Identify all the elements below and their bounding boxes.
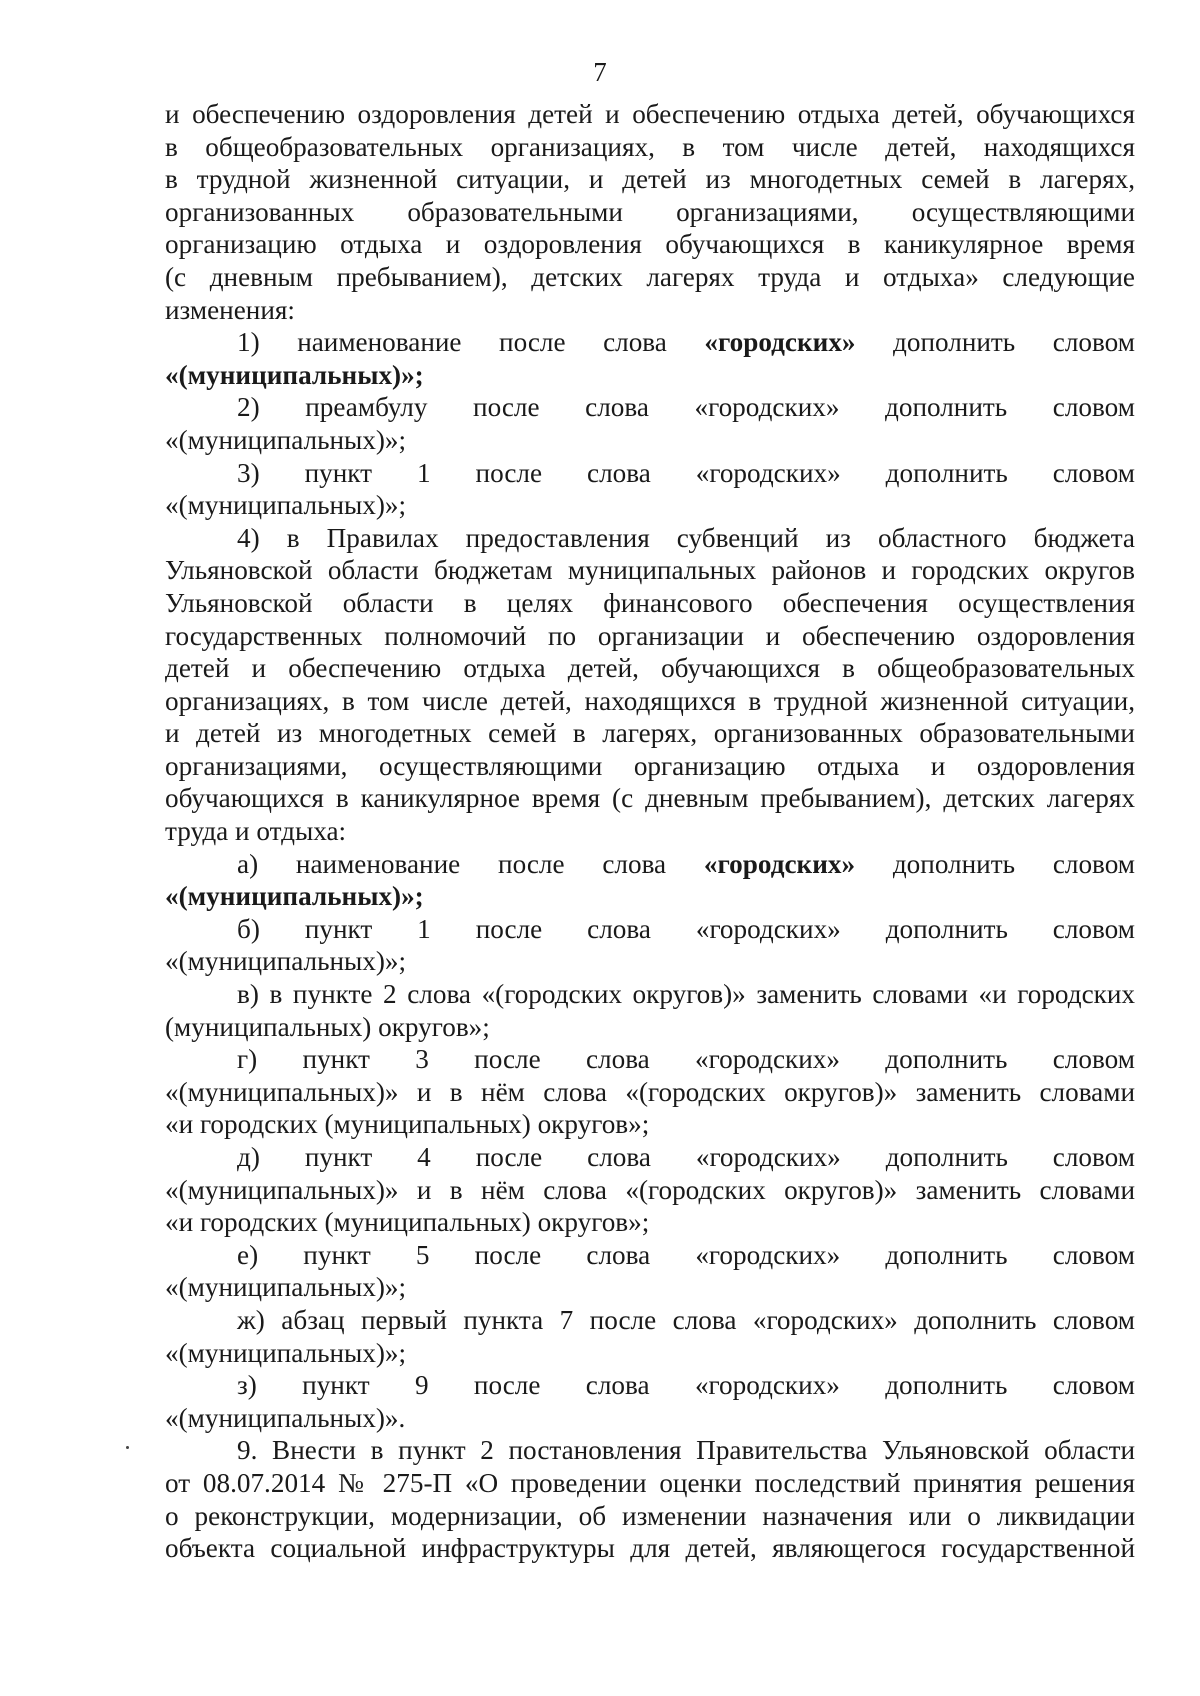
item-tail: «(муниципальных)»; <box>165 424 407 455</box>
item-tail: «(муниципальных)». <box>165 1402 406 1433</box>
item-word: 1) <box>237 327 260 358</box>
item-word: д) <box>237 1142 260 1172</box>
item-word: 3 <box>415 1044 429 1075</box>
page-number: 7 <box>593 57 607 87</box>
section-9-line: о реконструкции, модернизации, об изменении назначения или о ликвидации <box>165 1500 1135 1531</box>
item-word: слова <box>585 392 649 423</box>
intro-line: и обеспечению оздоровления детей и обеспечению отдыха детей, обучающихся <box>165 99 1135 129</box>
item-word: наименование <box>295 848 461 879</box>
amendment-item-4-line: Ульяновской области в целях финансового обеспечения осуществления <box>165 587 1135 618</box>
item-word: б) <box>237 913 260 944</box>
item-word: слова <box>587 1142 651 1172</box>
amendment-item-4-line: организациями, осуществляющими организацию отдыха и оздоровления <box>165 750 1135 781</box>
section-9-line: 9. Внести в пункт 2 постановления Правительства Ульяновской области <box>237 1435 1135 1466</box>
item-word: дополнить <box>885 457 1008 488</box>
subitem-g <box>165 1043 1135 1076</box>
item-word: «городских» <box>695 457 841 488</box>
item-word: после <box>475 1142 543 1172</box>
item-word: дополнить <box>885 1142 1008 1172</box>
item-word: после <box>499 327 566 358</box>
item-word: после <box>473 1370 541 1401</box>
item-word: словом <box>1052 457 1135 488</box>
item-word: 1 <box>417 913 431 944</box>
item-word: «городских» <box>694 1370 840 1401</box>
item-word: дополнить <box>885 392 1008 423</box>
item-word: а) <box>237 848 259 879</box>
subitem-v-line: (муниципальных) округов»; <box>165 1011 490 1042</box>
item-word: пункт <box>303 1239 371 1270</box>
item-word: слова <box>603 327 667 358</box>
item-tail: «(муниципальных)»; <box>165 490 407 521</box>
item-word: пункт <box>304 913 373 944</box>
scan-speck <box>126 1446 129 1449</box>
item-word: пункт <box>302 1044 370 1075</box>
subitem-g-line: «(муниципальных)» и в нём слова «(городских округов)» заменить словами <box>165 1076 1135 1107</box>
item-word: слова <box>587 913 651 944</box>
item-word: слова <box>587 457 651 488</box>
subitem-d <box>165 1141 1135 1174</box>
item-word: «городских» <box>695 1044 840 1075</box>
item-word: после <box>498 848 565 879</box>
item-word: «городских» <box>695 913 841 944</box>
intro-line: в общеобразовательных организациях, в том числе детей, находящихся <box>165 131 1135 162</box>
item-word: словом <box>1052 1370 1135 1401</box>
item-word: дополнить <box>885 1044 1008 1075</box>
item-word: дополнить <box>885 1239 1008 1270</box>
intro-line: в трудной жизненной ситуации, и детей из многодетных семей в лагерях, <box>165 164 1135 195</box>
subitem-z <box>165 1369 1135 1402</box>
item-word: дополнить <box>893 327 1016 358</box>
amendment-item-4-line: организациях, в том числе детей, находящихся в трудной жизненной ситуации, <box>165 685 1135 716</box>
subitem-g-line: «и городских (муниципальных) округов»; <box>165 1109 650 1140</box>
item-word: словом <box>1052 1044 1135 1075</box>
section-9-line: объекта социальной инфраструктуры для детей, являющегося государственной <box>165 1533 1135 1564</box>
item-word: пункт <box>302 1370 370 1401</box>
subitem-b <box>165 913 1135 946</box>
item-word: после <box>475 913 543 944</box>
item-word: «городских» <box>694 392 840 423</box>
amendment-item-4-line: труда и отдыха: <box>165 816 347 847</box>
intro-line: организованных образовательными организациями, осуществляющими <box>165 196 1135 227</box>
item-word: словом <box>1052 848 1135 879</box>
item-word: слова <box>586 1239 651 1270</box>
item-word: словом <box>1052 913 1135 944</box>
item-word: после <box>474 1239 542 1270</box>
item-word: после <box>475 457 543 488</box>
item-word: 4 <box>417 1142 431 1172</box>
document-body <box>165 98 1135 1565</box>
item-word: «городских» <box>695 1142 841 1172</box>
intro-line: изменения: <box>165 294 295 325</box>
subitem-v-line: в) в пункте 2 слова «(городских округов)» заменить словами «и городских <box>237 979 1135 1010</box>
item-tail: «(муниципальных)»; <box>165 1337 407 1368</box>
item-tail: «(муниципальных)»; <box>165 946 407 977</box>
item-word: словом <box>1052 327 1135 358</box>
item-word-bold: «городских» <box>704 327 856 358</box>
amendment-item-4-line: и детей из многодетных семей в лагерях, организованных образовательными <box>165 718 1135 749</box>
item-word: после <box>474 1044 541 1075</box>
item-tail-bold: «(муниципальных)»; <box>165 881 424 912</box>
item-word: 3) <box>237 457 260 488</box>
item-word: наименование <box>297 327 462 358</box>
item-word: пункт <box>304 457 373 488</box>
item-word: е) <box>237 1239 259 1270</box>
item-word: г) <box>237 1044 258 1075</box>
intro-line: (с дневным пребыванием), детских лагерях труда и отдыха» следующие <box>165 261 1135 292</box>
item-word: 1 <box>417 457 431 488</box>
section-9-line: от 08.07.2014 № 275-П «О проведении оценки последствий принятия решения <box>165 1467 1135 1498</box>
item-word: «городских» <box>695 1239 841 1270</box>
item-word: слова <box>585 1044 650 1075</box>
item-word: преамбулу <box>305 392 428 423</box>
item-tail <box>165 359 1135 392</box>
item-word: 5 <box>415 1239 430 1270</box>
intro-line: организацию отдыха и оздоровления обучающихся в каникулярное время <box>165 229 1135 260</box>
item-word-bold: «городских» <box>703 848 856 879</box>
item-tail-bold: «(муниципальных)»; <box>165 359 424 390</box>
amendment-item-4-line: детей и обеспечению отдыха детей, обучающихся в общеобразовательных <box>165 653 1135 684</box>
item-word: пункт <box>304 1142 373 1172</box>
amendment-item-1 <box>165 326 1135 359</box>
amendment-item-2 <box>165 391 1135 424</box>
amendment-item-4-line: государственных полномочий по организации и обеспечению оздоровления <box>165 620 1135 651</box>
item-tail <box>165 880 1135 913</box>
amendment-item-4-line: Ульяновской области бюджетам муниципальных районов и городских округов <box>165 555 1135 586</box>
subitem-e <box>165 1239 1135 1272</box>
item-word: слова <box>602 848 667 879</box>
item-word: словом <box>1052 392 1135 423</box>
item-word: з) <box>237 1370 257 1401</box>
item-word: слова <box>585 1370 650 1401</box>
item-word: после <box>473 392 540 423</box>
subitem-d-line: «(муниципальных)» и в нём слова «(городских округов)» заменить словами <box>165 1174 1135 1205</box>
subitem-zh-line: ж) абзац первый пункта 7 после слова «городских» дополнить словом <box>237 1304 1135 1335</box>
item-word: словом <box>1052 1142 1135 1172</box>
subitem-a <box>165 848 1135 881</box>
subitem-d-line: «и городских (муниципальных) округов»; <box>165 1207 650 1238</box>
item-word: дополнить <box>885 1370 1008 1401</box>
item-word: дополнить <box>885 913 1008 944</box>
item-word: 9 <box>414 1370 429 1401</box>
item-word: 2) <box>237 392 260 423</box>
amendment-item-4-line: обучающихся в каникулярное время (с дневным пребыванием), детских лагерях <box>165 783 1135 814</box>
item-word: словом <box>1052 1239 1135 1270</box>
amendment-item-4-line: 4) в Правилах предоставления субвенций из областного бюджета <box>237 522 1135 553</box>
amendment-item-3 <box>165 457 1135 490</box>
item-tail: «(муниципальных)»; <box>165 1272 407 1303</box>
item-word: дополнить <box>892 848 1016 879</box>
